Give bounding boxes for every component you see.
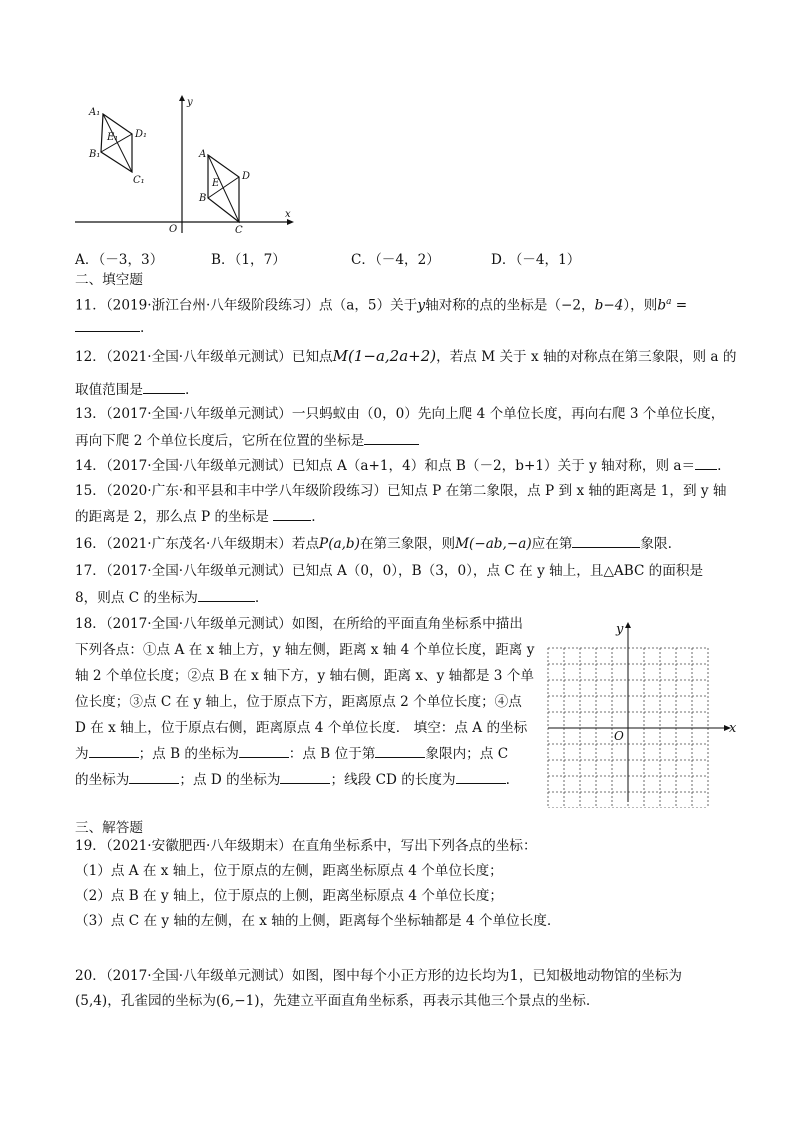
q18-line7 <box>75 767 540 793</box>
label-c: C <box>235 225 243 235</box>
q18-l7c: ；线段 CD 的长度为 <box>330 772 456 788</box>
q16-prefix: 16．（2021·广东茂名·八年级期末）若点 <box>75 536 320 552</box>
question-11-line2 <box>75 317 144 338</box>
q18-l7b: ；点 D 的坐标为 <box>179 772 281 788</box>
q15-tail: . <box>311 509 316 525</box>
label-b: B <box>199 193 207 204</box>
question-20-line2 <box>75 991 590 1011</box>
question-13-line2 <box>75 430 419 451</box>
q12-line2: 取值范围是 <box>75 382 143 398</box>
q18-blank-cd[interactable] <box>456 769 506 784</box>
q20-line1a: 20．（2017·全国·八年级单元测试）如图，图中每个小正方形的边长均为 <box>75 968 510 984</box>
question-19-sub2: （2）点 B 在 y 轴上，位于原点的上侧，距离坐标原点 4 个单位长度； <box>75 888 503 904</box>
label-e1: E₁ <box>107 132 119 143</box>
question-15-line2 <box>75 506 316 527</box>
q18-line3: 轴 2 个单位长度；②点 B 在 x 轴下方，y 轴右侧，距离 x、y 轴都是 3 个单 <box>75 668 534 684</box>
question-20-line1 <box>75 965 682 986</box>
section-heading-fill-blank: 二、填空题 <box>75 272 143 288</box>
q11-a: a <box>666 297 672 307</box>
grid-y-arrow <box>625 622 631 628</box>
q18-line2: 下列各点：①点 A 在 x 轴上方，y 轴左侧，距离 x 轴 4 个单位长度，距离 y <box>75 642 535 658</box>
q13-answer-blank[interactable] <box>364 430 419 445</box>
q12-point: M(1−a,2a+2) <box>332 347 437 365</box>
q17-tail: . <box>254 590 260 606</box>
question-15-line1: 15．（2020·广东·和平县和丰中学八年级阶段练习）已知点 P 在第二象限，点 P 到 x 轴的距离是 1，到 y 轴 <box>75 483 727 499</box>
option-a[interactable]: A．（－3，3） <box>75 252 164 268</box>
question-17-line2 <box>75 587 259 608</box>
q11-answer-blank[interactable] <box>75 317 140 332</box>
question-13-line1: 13．（2017·全国·八年级单元测试）一只蚂蚁由（0，0）先向上爬 4 个单位长度，再向右爬 3 个单位长度， <box>75 406 725 422</box>
q20-p2: (6,−1) <box>215 993 260 1009</box>
q18-blank-c[interactable] <box>129 769 179 784</box>
q20-p1: (5,4) <box>75 993 108 1009</box>
q11-b4: b−4 <box>594 297 624 314</box>
option-c[interactable]: C．（－4，2） <box>351 252 440 268</box>
q18-l6d: 象限内；点 C <box>425 746 509 762</box>
grid-y-label: y <box>616 622 624 637</box>
q11-end: ），则 <box>623 297 658 314</box>
q17-line2: 8，则点 C 的坐标为 <box>75 590 198 606</box>
label-c1: C₁ <box>133 175 145 186</box>
question-11 <box>75 292 687 316</box>
question-18 <box>75 611 540 793</box>
label-d1: D₁ <box>135 129 148 140</box>
q20-one: 1 <box>509 966 519 984</box>
q17-answer-blank[interactable] <box>198 587 255 602</box>
q16-end: 象限. <box>640 536 672 552</box>
q14-tail: . <box>717 458 722 474</box>
label-y: y <box>187 97 193 108</box>
question-17-line1: 17．（2017·全国·八年级单元测试）已知点 A（0，0），B（3，0），点 C 在 y 轴上，且△ABC 的面积是 <box>75 563 704 579</box>
q18-line1: 18．（2017·全国·八年级单元测试）如图，在所给的平面直角坐标系中描出 <box>75 616 523 632</box>
q12-tail: . <box>184 382 190 398</box>
q15-line2: 的距离是 2，那么点 P 的坐标是 <box>75 509 269 525</box>
q11-tail: . <box>140 320 145 336</box>
q18-l7a: 的坐标为 <box>75 772 130 788</box>
q16-mid: 在第三象限，则 <box>359 536 456 552</box>
q16-m: M(−ab,−a) <box>455 536 532 552</box>
q16-answer-blank[interactable] <box>572 533 640 548</box>
q18-l6a: 为 <box>75 746 89 762</box>
q11-mid: 轴对称的点的坐标是（−2， <box>425 297 595 314</box>
q18-blank-quadrant[interactable] <box>375 743 425 758</box>
question-14 <box>75 455 721 476</box>
q12-mid: ，若点 M 关于 x 轴的对称点在第三象限，则 a 的 <box>436 349 737 365</box>
label-origin: O <box>169 224 178 235</box>
option-b[interactable]: B．（1，7） <box>211 252 286 268</box>
coordinate-grid <box>546 622 742 808</box>
option-d[interactable]: D．（－4，1） <box>491 252 581 268</box>
q18-l7d: . <box>505 772 510 788</box>
q18-line6 <box>75 741 540 767</box>
question-16 <box>75 533 672 554</box>
grid-x-label: x <box>729 721 737 736</box>
question-19-sub1: （1）点 A 在 x 轴上，位于原点的左侧，距离坐标原点 4 个单位长度； <box>75 863 503 879</box>
q20-line2a: ，孔雀园的坐标为 <box>107 993 216 1009</box>
q14-answer-blank[interactable] <box>695 455 717 470</box>
label-x: x <box>285 209 291 220</box>
q14-text: 14．（2017·全国·八年级单元测试）已知点 A（a+1，4）和点 B（－2，b+1）关于 y 轴对称，则 a＝ <box>75 458 696 474</box>
q15-answer-blank[interactable] <box>273 506 311 521</box>
label-a1: A₁ <box>89 107 101 118</box>
q11-b: b <box>657 297 667 314</box>
question-12-line2 <box>75 379 189 400</box>
y-axis-arrow <box>179 95 185 101</box>
parallelogram-figure <box>75 95 300 235</box>
question-19-line1: 19．（2021·安徽肥西·八年级期末）在直角坐标系中，写出下列各点的坐标： <box>75 838 537 854</box>
label-a: A <box>199 149 207 160</box>
q13-line2: 再向下爬 2 个单位长度后，它所在位置的坐标是 <box>75 433 365 449</box>
q11-eq: = <box>671 297 688 314</box>
grid-origin-label: O <box>614 729 624 743</box>
question-19-sub3: （3）点 C 在 y 轴的左侧，在 x 轴的上侧，距离每个坐标轴都是 4 个单位长度. <box>75 913 552 929</box>
q16-p: P(a,b) <box>319 536 360 552</box>
q16-mid2: 应在第 <box>531 536 573 552</box>
section-heading-solutions: 三、解答题 <box>75 820 143 836</box>
q18-l6b: ；点 B 的坐标为 <box>138 746 239 762</box>
q18-l6c: ：点 B 位于第 <box>288 746 376 762</box>
label-d: D <box>242 171 251 182</box>
q11-axis: y <box>417 297 426 314</box>
q18-blank-b[interactable] <box>239 743 289 758</box>
q18-blank-a[interactable] <box>89 743 139 758</box>
label-b1: B₁ <box>89 149 101 160</box>
q18-blank-d[interactable] <box>280 769 330 784</box>
q20-line2b: ，先建立平面直角坐标系，再表示其他三个景点的坐标. <box>259 993 591 1009</box>
q12-prefix: 12．（2021·全国·八年级单元测试）已知点 <box>75 349 333 365</box>
question-12 <box>75 346 736 367</box>
q18-line4: 位长度；③点 C 在 y 轴上，位于原点下方，距离原点 2 个单位长度；④点 <box>75 694 522 710</box>
q11-prefix: 11．（2019·浙江台州·八年级阶段练习）点（a，5）关于 <box>75 297 418 314</box>
q18-line5: D 在 x 轴上，位于原点右侧，距离原点 4 个单位长度． 填空：点 A 的坐标 <box>75 720 528 736</box>
q12-answer-blank[interactable] <box>143 379 185 394</box>
label-e: E <box>212 178 220 189</box>
q20-line1b: ，已知极地动物馆的坐标为 <box>518 968 683 984</box>
